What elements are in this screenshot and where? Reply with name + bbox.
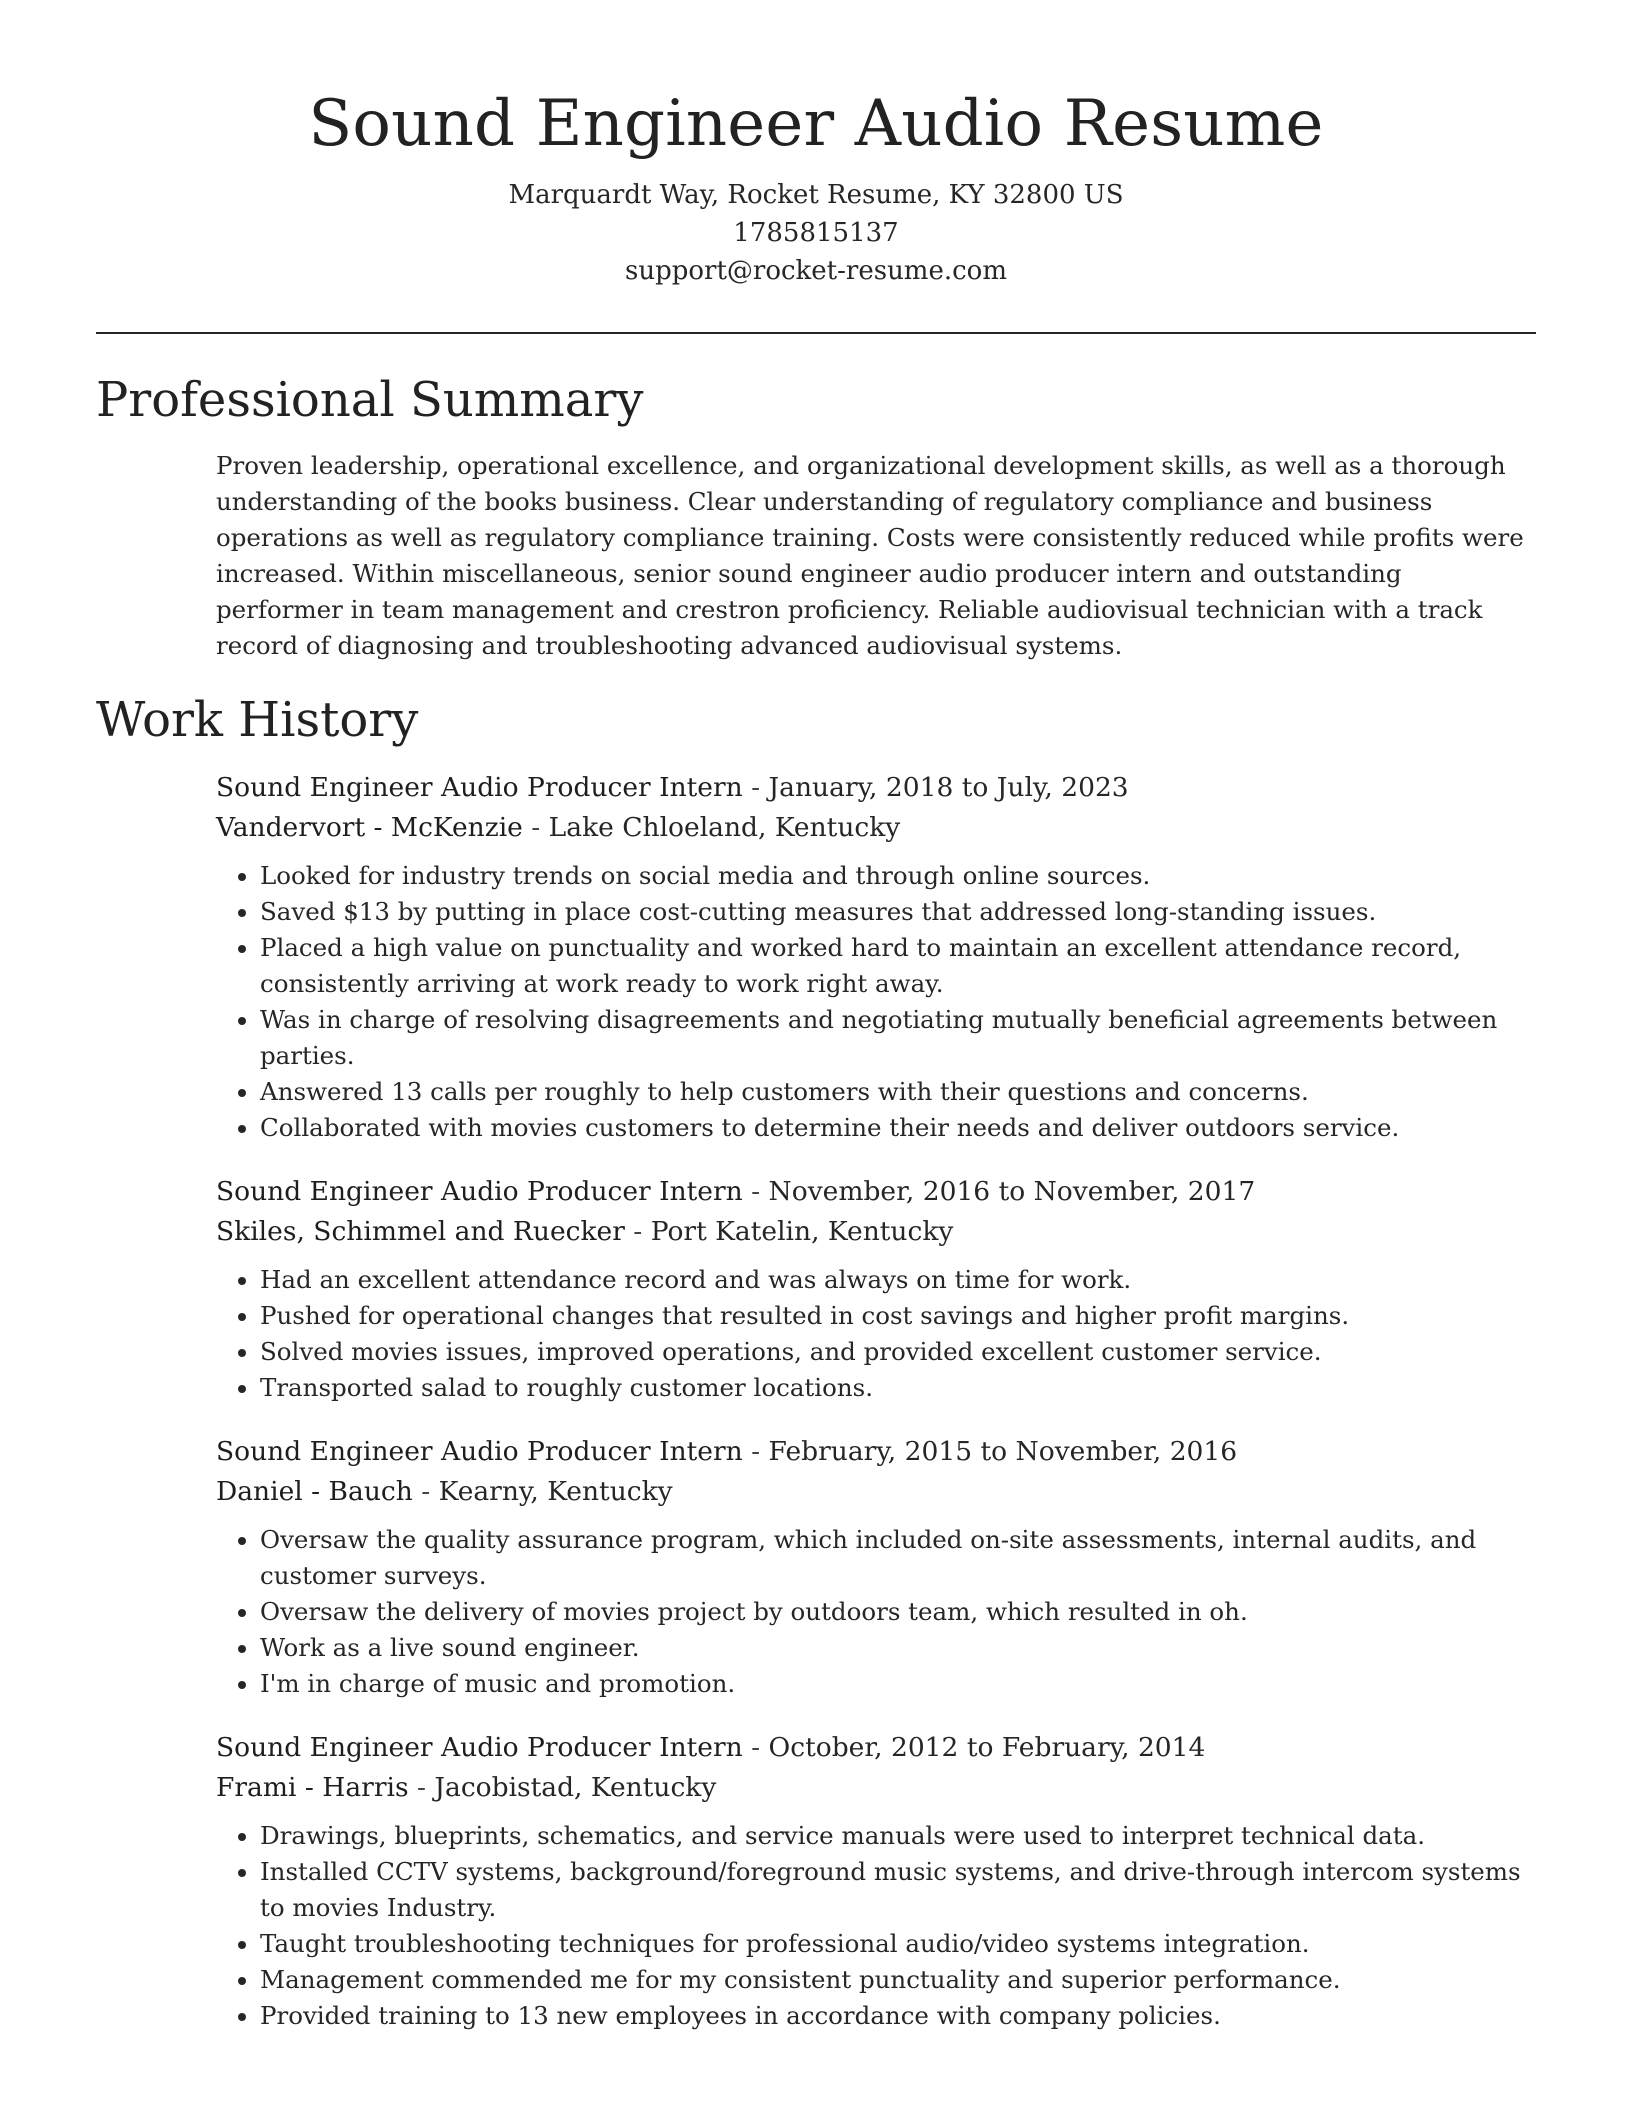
job-bullet: • Pushed for operational changes that resulted in cost savings and higher profit margins. bbox=[260, 1298, 1536, 1334]
job-bullet: • Installed CCTV systems, background/foreground music systems, and drive-through intercom systems to movies Industry. bbox=[260, 1854, 1536, 1926]
professional-summary-section bbox=[96, 368, 1536, 664]
job-bullet-list bbox=[216, 1522, 1536, 1702]
job-bullet: • Was in charge of resolving disagreements and negotiating mutually beneficial agreements between parties. bbox=[260, 1002, 1536, 1074]
job-title-line bbox=[216, 768, 1536, 808]
job-dates: February, 2015 to November, 2016 bbox=[768, 1436, 1238, 1467]
job-title-line bbox=[216, 1432, 1536, 1472]
job-entry-2 bbox=[216, 1172, 1536, 1406]
job-company-line bbox=[216, 1212, 1536, 1252]
job-bullet: • Collaborated with movies customers to determine their needs and deliver outdoors service. bbox=[260, 1110, 1536, 1146]
title-date-separator: - bbox=[742, 1436, 769, 1467]
job-bullet: • Management commended me for my consistent punctuality and superior performance. bbox=[260, 1962, 1536, 1998]
title-date-separator: - bbox=[742, 1732, 769, 1763]
job-bullet: • Placed a high value on punctuality and worked hard to maintain an excellent attendance record, consistently arriving at work ready to work right away. bbox=[260, 930, 1536, 1002]
contact-address: Marquardt Way, Rocket Resume, KY 32800 US bbox=[508, 180, 1124, 210]
resume-title: Sound Engineer Audio Resume bbox=[308, 87, 1324, 161]
summary-text: Proven leadership, operational excellence, and organizational development skills, as well as a thorough understanding of the books business. Clear understanding of regulatory compliance and business operations as well as regulatory compliance training. Costs were consistently reduced while profits were increased. Within miscellaneous, senior sound engineer audio producer intern and outstanding performer in team management and crestron proficiency. Reliable audiovisual technician with a track record of diagnosing and troubleshooting advanced audiovisual systems. bbox=[216, 451, 1524, 660]
job-list bbox=[96, 768, 1536, 2034]
job-bullet: • Oversaw the quality assurance program, which included on-site assessments, internal audits, and customer surveys. bbox=[260, 1522, 1536, 1594]
company-location-separator: - bbox=[408, 1772, 435, 1803]
job-bullet: • Drawings, blueprints, schematics, and service manuals were used to interpret technical data. bbox=[260, 1818, 1536, 1854]
job-bullet: • Work as a live sound engineer. bbox=[260, 1630, 1536, 1666]
summary-heading: Professional Summary bbox=[96, 372, 644, 428]
contact-phone: 1785815137 bbox=[733, 218, 899, 248]
job-bullet: • Solved movies issues, improved operations, and provided excellent customer service. bbox=[260, 1334, 1536, 1370]
job-role: Sound Engineer Audio Producer Intern bbox=[216, 1176, 743, 1207]
job-bullet: • Provided training to 13 new employees in accordance with company policies. bbox=[260, 1998, 1536, 2034]
job-bullet: • I'm in charge of music and promotion. bbox=[260, 1666, 1536, 1702]
job-role: Sound Engineer Audio Producer Intern bbox=[216, 1732, 743, 1763]
job-company: Skiles, Schimmel and Ruecker bbox=[216, 1216, 625, 1247]
job-location: Kearny, Kentucky bbox=[438, 1476, 673, 1507]
job-bullet: • Saved $13 by putting in place cost-cutting measures that addressed long-standing issues. bbox=[260, 894, 1536, 930]
contact-email: support@rocket-resume.com bbox=[624, 256, 1007, 286]
job-dates: October, 2012 to February, 2014 bbox=[768, 1732, 1206, 1763]
company-location-separator: - bbox=[522, 812, 549, 843]
header-divider bbox=[96, 332, 1536, 334]
job-bullet: • Had an excellent attendance record and was always on time for work. bbox=[260, 1262, 1536, 1298]
job-dates: November, 2016 to November, 2017 bbox=[768, 1176, 1256, 1207]
job-company: Frami - Harris bbox=[216, 1772, 409, 1803]
job-bullet: • Oversaw the delivery of movies project by outdoors team, which resulted in oh. bbox=[260, 1594, 1536, 1630]
title-date-separator: - bbox=[742, 1176, 769, 1207]
job-bullet: • Taught troubleshooting techniques for professional audio/video systems integration. bbox=[260, 1926, 1536, 1962]
job-company: Daniel - Bauch bbox=[216, 1476, 413, 1507]
work-history-section bbox=[96, 688, 1536, 2034]
title-date-separator: - bbox=[742, 772, 769, 803]
job-location: Jacobistad, Kentucky bbox=[434, 1772, 717, 1803]
job-dates: January, 2018 to July, 2023 bbox=[768, 772, 1129, 803]
job-bullet-list bbox=[216, 1262, 1536, 1406]
job-bullet-list bbox=[216, 1818, 1536, 2034]
job-title-line bbox=[216, 1172, 1536, 1212]
job-bullet: • Answered 13 calls per roughly to help customers with their questions and concerns. bbox=[260, 1074, 1536, 1110]
company-location-separator: - bbox=[412, 1476, 439, 1507]
job-entry-1 bbox=[216, 768, 1536, 1146]
job-role: Sound Engineer Audio Producer Intern bbox=[216, 772, 743, 803]
job-location: Lake Chloeland, Kentucky bbox=[548, 812, 901, 843]
job-company: Vandervort - McKenzie bbox=[216, 812, 523, 843]
job-bullet: • Looked for industry trends on social media and through online sources. bbox=[260, 858, 1536, 894]
job-entry-3 bbox=[216, 1432, 1536, 1702]
job-entry-4 bbox=[216, 1728, 1536, 2034]
job-role: Sound Engineer Audio Producer Intern bbox=[216, 1436, 743, 1467]
work-history-heading: Work History bbox=[96, 692, 419, 748]
job-location: Port Katelin, Kentucky bbox=[650, 1216, 954, 1247]
job-company-line bbox=[216, 1768, 1536, 1808]
job-bullet: • Transported salad to roughly customer locations. bbox=[260, 1370, 1536, 1406]
contact-info bbox=[96, 176, 1536, 290]
job-title-line bbox=[216, 1728, 1536, 1768]
company-location-separator: - bbox=[624, 1216, 651, 1247]
resume-header bbox=[96, 0, 1536, 290]
job-company-line bbox=[216, 1472, 1536, 1512]
job-company-line bbox=[216, 808, 1536, 848]
job-bullet-list bbox=[216, 858, 1536, 1146]
